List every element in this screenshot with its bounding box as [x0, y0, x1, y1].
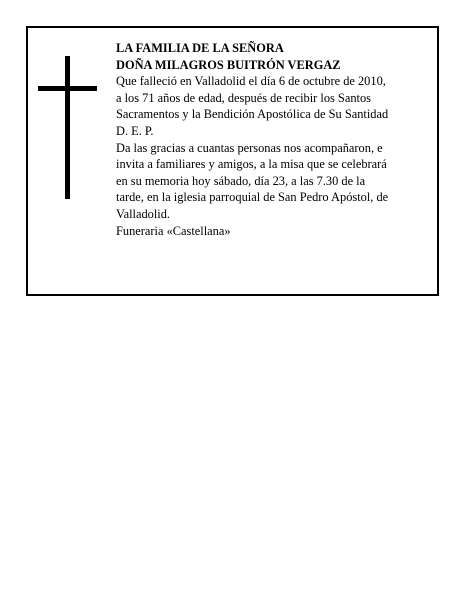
notice-text: [116, 40, 431, 239]
rip-line: D. E. P.: [116, 123, 154, 138]
body-line: en su memoria hoy sábado, día 23, a las 7.30 de la: [116, 173, 366, 188]
obituary-notice: [26, 26, 439, 296]
cross-vertical-bar: [65, 56, 70, 199]
body-line: a los 71 años de edad, después de recibir los Santos: [116, 90, 371, 105]
deceased-name: DOÑA MILAGROS BUITRÓN VERGAZ: [116, 57, 341, 72]
body-line: invita a familiares y amigos, a la misa que se celebrará: [116, 157, 387, 172]
body-line: tarde, en la iglesia parroquial de San Pedro Apóstol, de: [116, 190, 389, 205]
body-line: Sacramentos y la Bendición Apostólica de Su Santidad: [116, 107, 389, 122]
family-heading: LA FAMILIA DE LA SEÑORA: [116, 41, 284, 55]
body-line: Valladolid.: [116, 206, 171, 221]
body-line: Da las gracias a cuantas personas nos acompañaron, e: [116, 140, 383, 155]
cross-horizontal-bar: [38, 86, 97, 91]
funeral-home: Funeraria «Castellana»: [116, 223, 231, 238]
body-line: Que falleció en Valladolid el día 6 de octubre de 2010,: [116, 74, 386, 89]
